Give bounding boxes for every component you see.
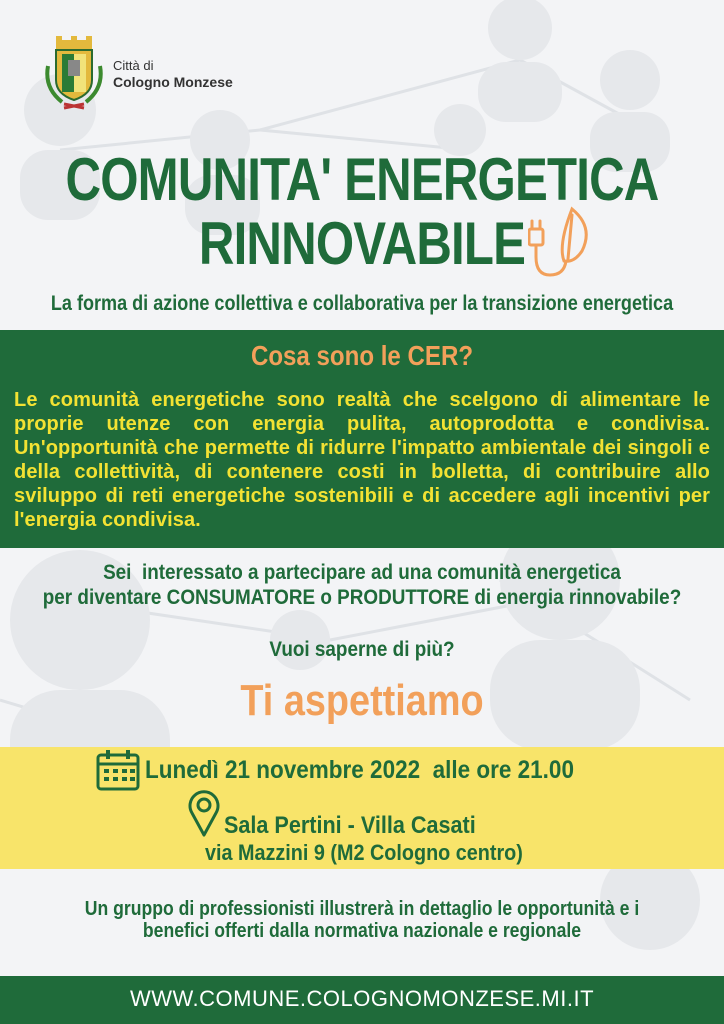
closing-line2: benefici offerti dalla normativa nazionale e regionale [142, 920, 582, 942]
leaf-plug-icon [528, 205, 594, 279]
invite-text [36, 560, 688, 610]
city-name-line2: Cologno Monzese [113, 74, 233, 90]
invite-line2: per diventare CONSUMATORE o PRODUTTORE di energia rinnovabile? [42, 586, 682, 609]
city-name-line1: Città di [113, 58, 154, 73]
invite-question: Vuoi saperne di più? [269, 638, 455, 661]
calendar-icon [96, 749, 140, 791]
event-address: via Mazzini 9 (M2 Cologno centro) [204, 840, 523, 865]
closing-text [43, 898, 680, 942]
subtitle: La forma di azione collettiva e collaborativa per la transizione energetica [50, 292, 674, 315]
cer-heading: Cosa sono le CER? [250, 340, 474, 371]
invite-line1: Sei interessato a partecipare ad una comunità energetica [103, 561, 621, 584]
event-date: Lunedì 21 novembre 2022 alle ore 21.00 [145, 756, 574, 784]
website-link[interactable]: WWW.COMUNE.COLOGNOMONZESE.MI.IT [129, 986, 595, 1011]
city-name [113, 58, 233, 90]
cer-description: Le comunità energetiche sono realtà che scelgono di alimentare le proprie utenze con energia pulita, autoprodotta e condivisa. Un'opportunità che permette di ridurre l'impatto ambientale dei singoli e della collettività, di contenere costi in bolletta, di contribuire allo sviluppo di reti energetiche sostenibili e di accedere agli incentivi per l'energia condivisa. [14, 389, 710, 531]
call-to-action: Ti aspettiamo [240, 676, 484, 725]
closing-line1: Un gruppo di professionisti illustrerà in dettaglio le opportunità e i [84, 898, 640, 920]
event-venue: Sala Pertini - Villa Casati [224, 812, 476, 839]
city-crest-icon [42, 36, 106, 112]
page-title-line2: RINNOVABILE [198, 210, 526, 277]
map-pin-icon [188, 789, 220, 837]
page-title-line1: COMUNITA' ENERGETICA [65, 146, 659, 213]
